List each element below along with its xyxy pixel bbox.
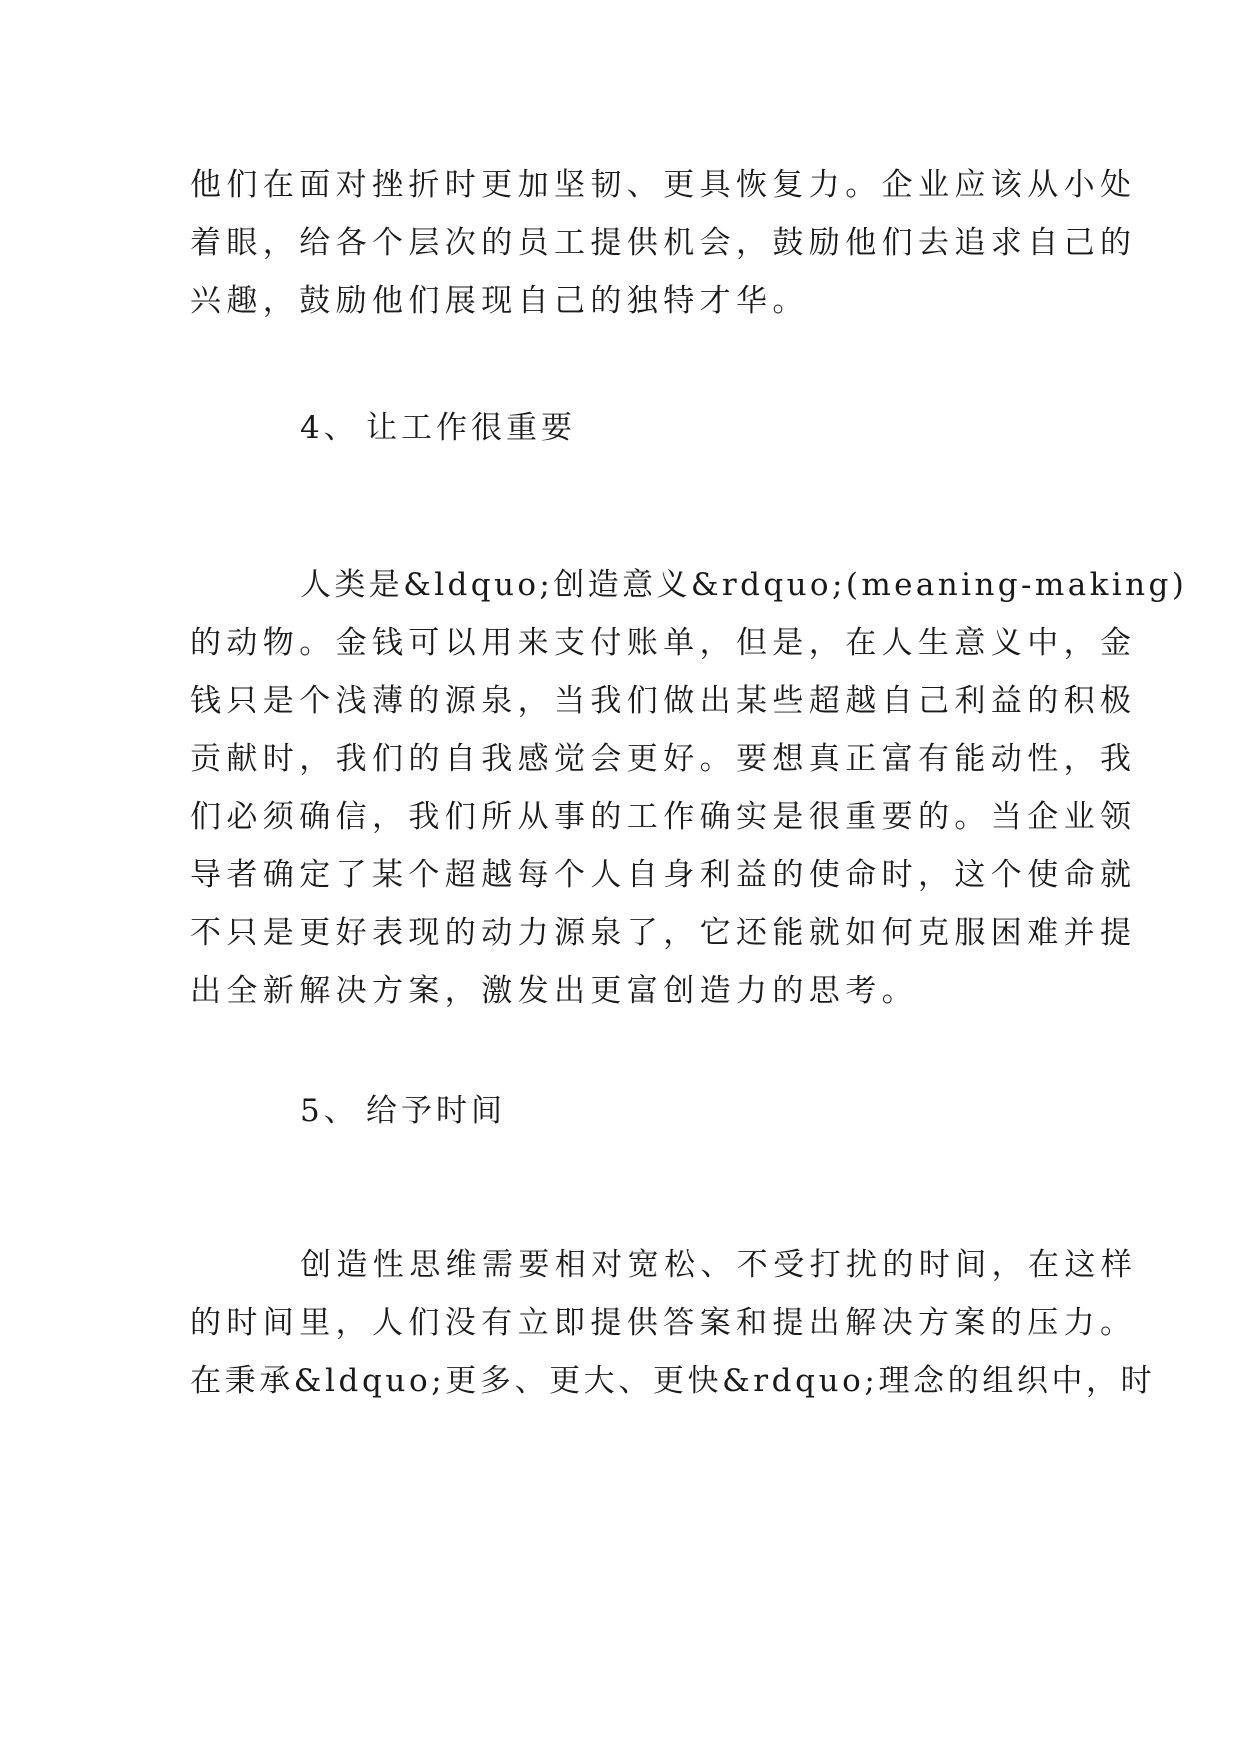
paragraph-line: 着眼，给各个层次的员工提供机会，鼓励他们去追求自己的	[190, 225, 1137, 261]
paragraph-line: 出全新解决方案，激发出更富创造力的思考。	[190, 973, 918, 1009]
paragraph-line: 钱只是个浅薄的源泉，当我们做出某些超越自己利益的积极	[190, 683, 1137, 719]
paragraph-section-4	[190, 556, 1188, 1020]
section-heading-5	[300, 1082, 506, 1140]
paragraph-line: 不只是更好表现的动力源泉了，它还能就如何克服困难并提	[190, 915, 1137, 951]
section-heading-4	[300, 399, 576, 457]
paragraph-line: 们必须确信，我们所从事的工作确实是很重要的。当企业领	[190, 799, 1137, 835]
paragraph-line: 兴趣，鼓励他们展现自己的独特才华。	[190, 283, 809, 319]
section-title: 给予时间	[366, 1093, 506, 1129]
paragraph-section-5	[190, 1236, 1156, 1410]
paragraph-line: 人类是&ldquo;创造意义&rdquo;(meaning-making)	[300, 567, 1188, 603]
paragraph-line: 创造性思维需要相对宽松、不受打扰的时间，在这样	[300, 1247, 1138, 1283]
paragraph-line: 在秉承&ldquo;更多、更大、更快&rdquo;理念的组织中，时	[190, 1363, 1156, 1399]
paragraph-line: 导者确定了某个超越每个人自身利益的使命时，这个使命就	[190, 857, 1137, 893]
paragraph-line: 的动物。金钱可以用来支付账单，但是，在人生意义中，金	[190, 625, 1137, 661]
section-number: 4、	[300, 410, 359, 446]
paragraph-continued	[190, 156, 1137, 330]
paragraph-line: 他们在面对挫折时更加坚韧、更具恢复力。企业应该从小处	[190, 167, 1137, 203]
paragraph-line: 的时间里，人们没有立即提供答案和提出解决方案的压力。	[190, 1305, 1137, 1341]
section-number: 5、	[300, 1093, 359, 1129]
paragraph-line: 贡献时，我们的自我感觉会更好。要想真正富有能动性，我	[190, 741, 1137, 777]
section-title: 让工作很重要	[366, 410, 576, 446]
